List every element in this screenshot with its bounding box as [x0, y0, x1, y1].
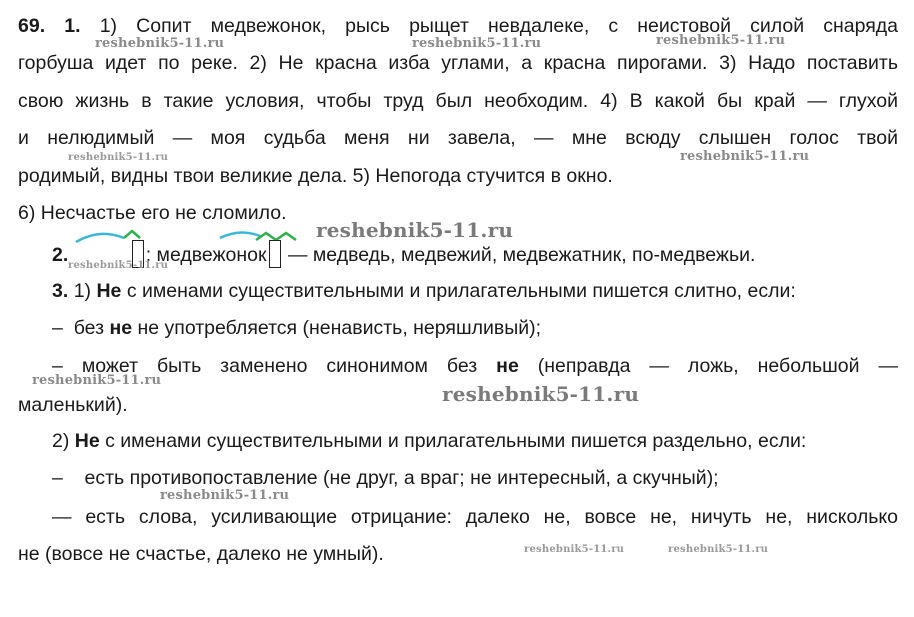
sentence-text: 1) Сопит медвежонок, рысь рыщет невдалеке, с неистовой силой снаряда — [99, 15, 899, 37]
rule-2-line — [52, 429, 806, 453]
watermark: reshebnik5-11.ru — [524, 544, 625, 555]
rule-2-ne: Не — [74, 430, 100, 452]
bullet-2-cont: маленький). — [18, 394, 128, 416]
bullet-1-ne: не — [109, 317, 133, 339]
rule-1-text: с именами существительными и прилагательными пишется слитно, если: — [126, 280, 796, 302]
cognate-words: — медведь, медвежий, медвежатник, по-медвежьи. — [287, 244, 756, 266]
watermark: reshebnik5-11.ru — [32, 373, 162, 388]
bullet-3-line — [52, 466, 719, 490]
watermark: reshebnik5-11.ru — [412, 36, 542, 51]
suffix-caret-2 — [256, 233, 276, 240]
rule-2-prefix: 2) — [52, 430, 70, 452]
watermark: reshebnik5-11.ru — [68, 152, 169, 163]
text-line-4: и нелюдимый — моя судьба меня ни завела, — мне всюду слышен голос твой — [18, 127, 898, 149]
bullet-4-cont: не (вовсе не счастье, далеко не умный). — [18, 543, 384, 565]
watermark: reshebnik5-11.ru — [68, 260, 169, 271]
text-line-2: горбуша идет по реке. 2) Не красна изба углами, а красна пирогами. 3) Надо поставить — [18, 52, 898, 74]
text-line-3: свою жизнь в такие условия, чтобы труд был необходим. 4) В какой бы край — глухой — [18, 90, 898, 112]
bullet-1-post: не употребляется (ненависть, неряшливый); — [137, 317, 542, 339]
part-number-1: 1. — [64, 15, 81, 37]
bullet-2-ne: не — [496, 355, 519, 377]
watermark: reshebnik5-11.ru — [668, 544, 769, 555]
part2-colon: : — [145, 244, 152, 266]
bullet-dash: – — [52, 355, 63, 377]
part-number-2: 2. — [52, 244, 69, 266]
part-number-3: 3. — [52, 280, 69, 302]
watermark: reshebnik5-11.ru — [680, 149, 810, 164]
watermark: reshebnik5-11.ru — [316, 218, 514, 242]
bullet-1-line — [52, 316, 541, 340]
root-arc-2 — [220, 232, 260, 238]
bullet-2-pre: может быть заменено синонимом без — [81, 355, 478, 377]
watermark: reshebnik5-11.ru — [160, 488, 290, 503]
text-line-5: родимый, видны твои великие дела. 5) Непогода стучится в окно. — [18, 165, 613, 187]
bullet-2-line — [52, 354, 898, 378]
watermark: reshebnik5-11.ru — [656, 33, 786, 48]
bullet-3-text: есть противопоставление (не друг, а враг; не интересный, а скучный); — [84, 467, 719, 489]
rule-1-prefix: 1) — [73, 280, 92, 302]
rule-1-ne: Не — [96, 280, 122, 302]
bullet-4-line: — есть слова, усиливающие отрицание: далеко не, вовсе не, ничуть не, нисколько — [52, 506, 898, 528]
ending-box-2 — [269, 240, 281, 268]
exercise-number: 69. — [18, 15, 46, 37]
suffix-caret-1 — [124, 231, 140, 238]
bullet-dash: – — [52, 467, 63, 489]
analyzed-word: медвежонок — [156, 244, 267, 266]
rule-2-text: с именами существительными и прилагательными пишется раздельно, если: — [105, 430, 807, 452]
watermark: reshebnik5-11.ru — [442, 382, 640, 406]
bullet-2-post: (неправда — ложь, небольшой — — [537, 355, 898, 377]
text-line-6: 6) Несчастье его не сломило. — [18, 202, 287, 224]
bullet-dash: – — [52, 317, 63, 339]
bullet-1-pre: без — [73, 317, 105, 339]
rule-1-line — [52, 279, 796, 303]
suffix-caret-3 — [276, 233, 296, 240]
watermark: reshebnik5-11.ru — [95, 36, 225, 51]
